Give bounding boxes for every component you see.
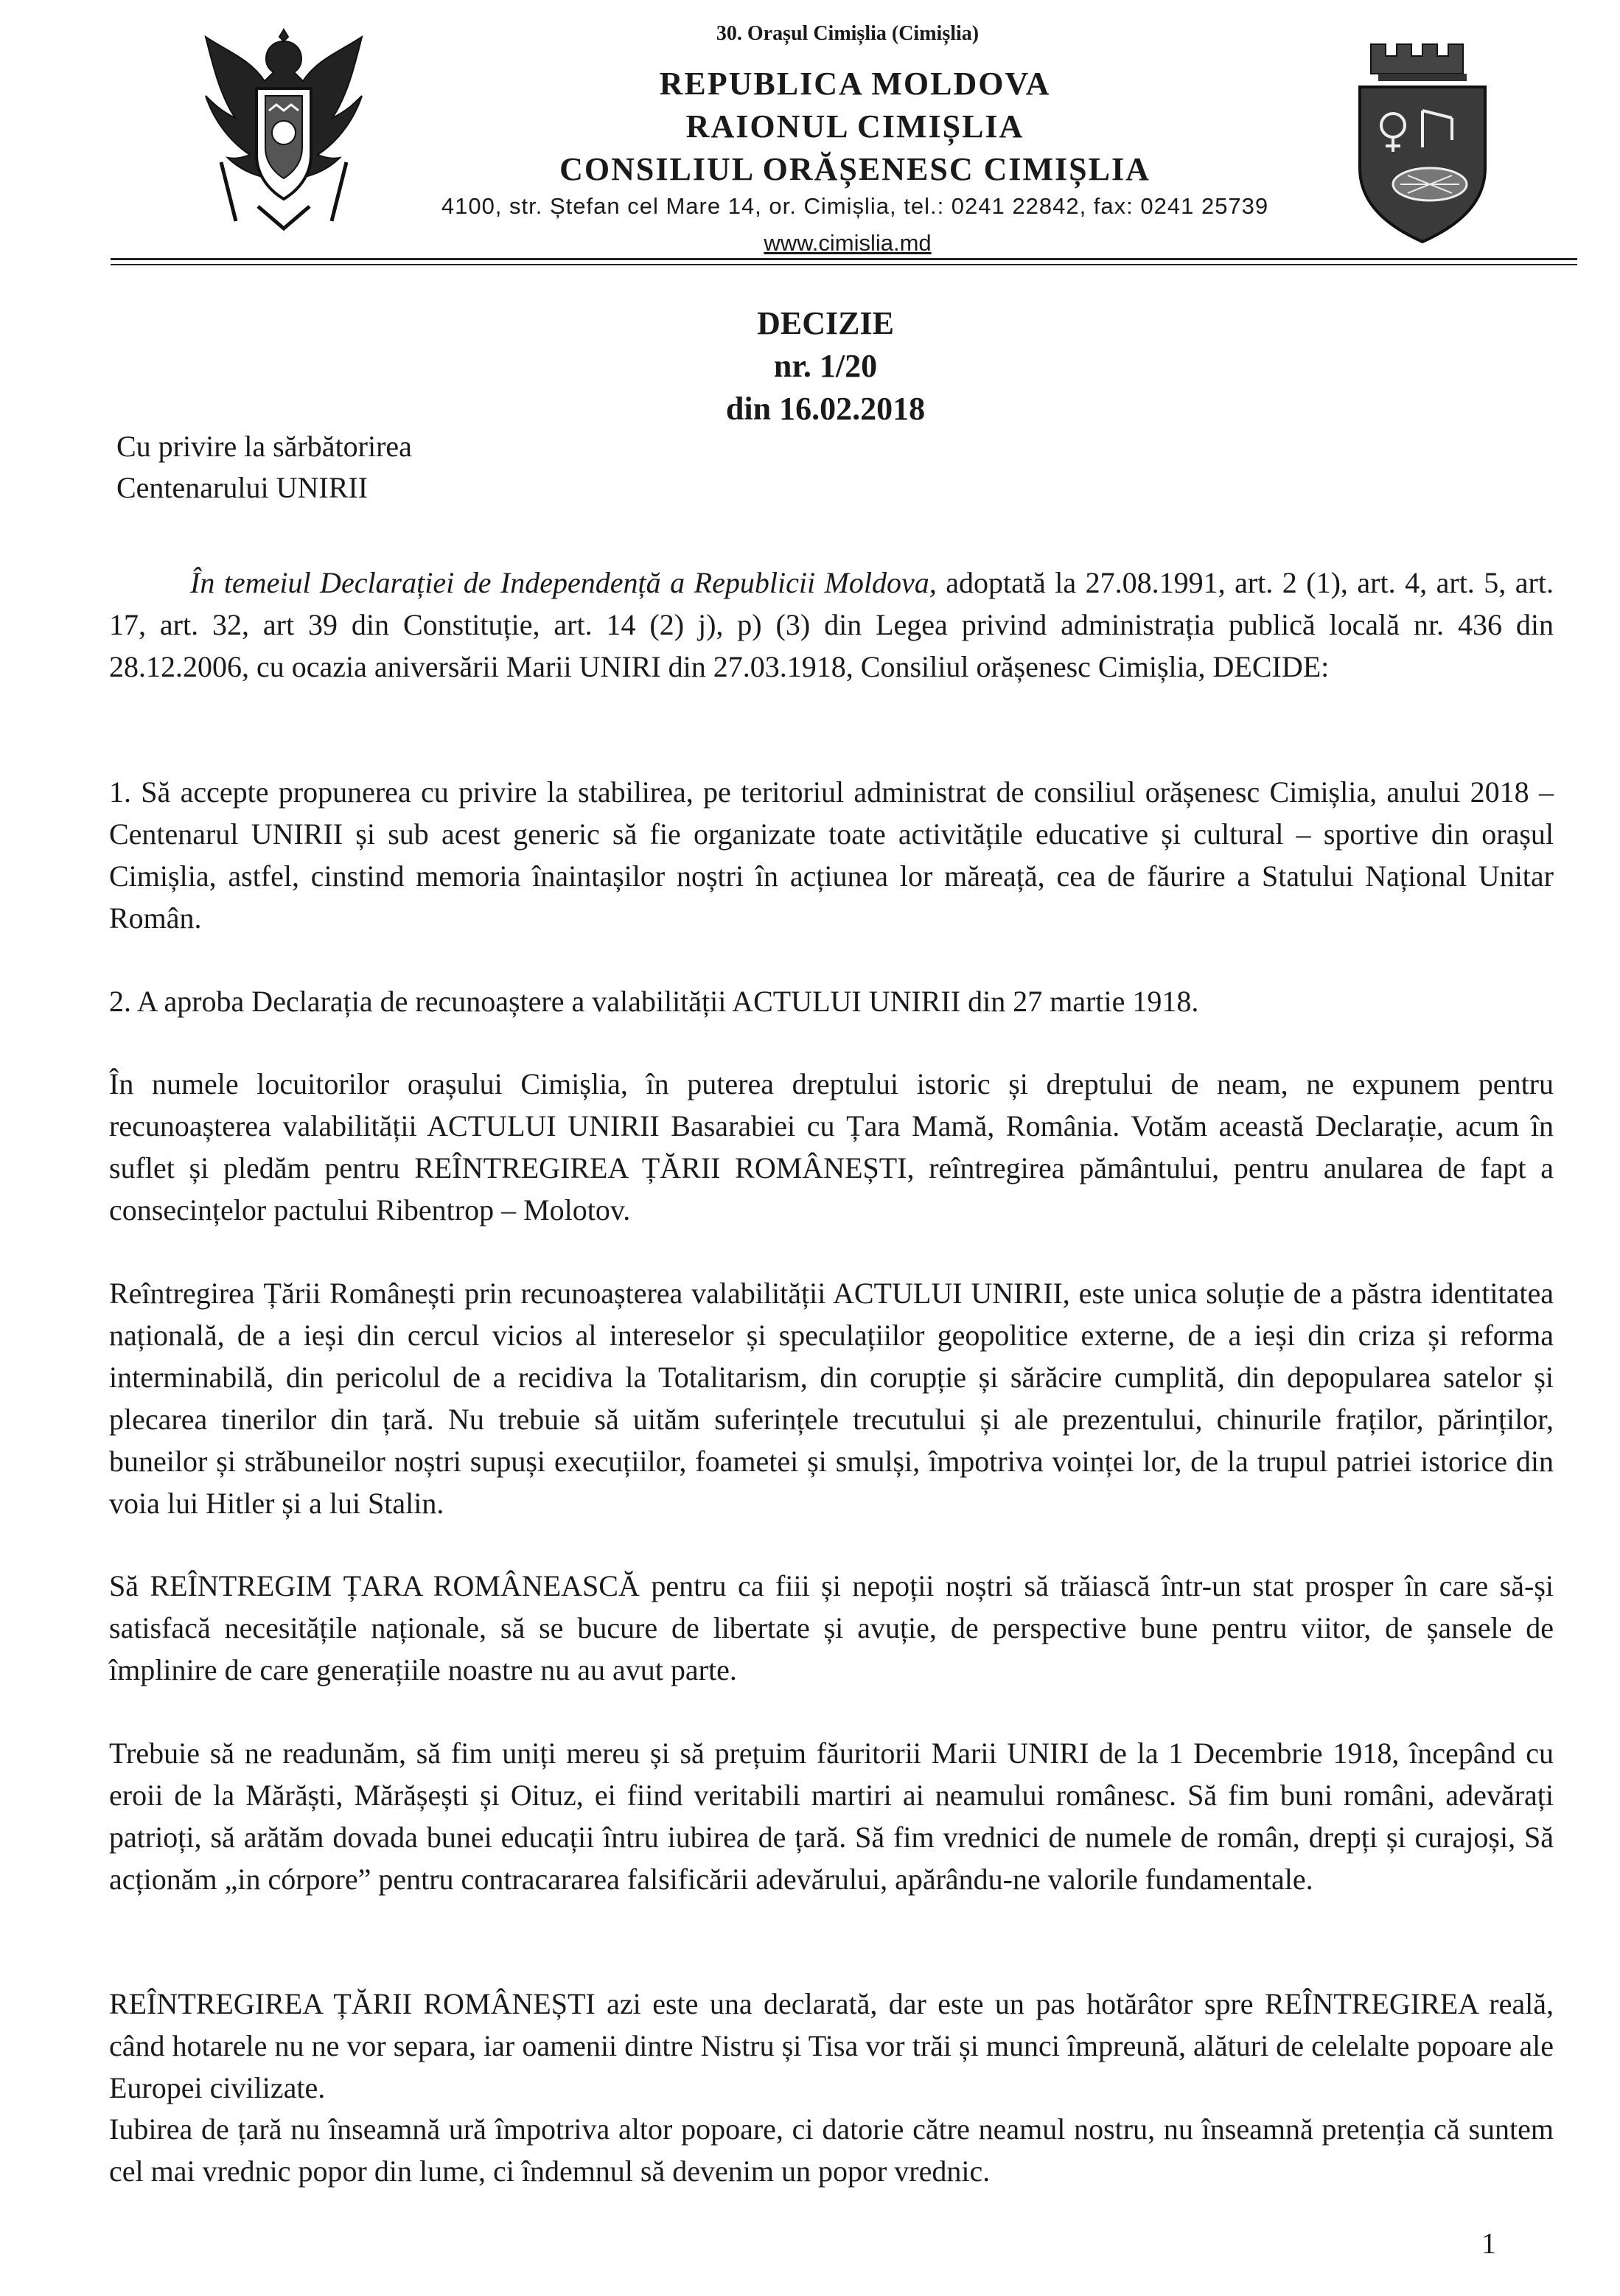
declaration-paragraph-2: Reîntregirea Țării Românești prin recunoașterea valabilității ACTULUI UNIRII, este unica soluție de a păstra identitatea națională, de a ieși din cercul vicios al intereselor și speculațiilor geopolitice externe, de a ieși din criza și reforma interminabilă, din pericolul de a recidiva la Totalitarism, din corupție și sărăcire cumplită, din depopularea satelor și plecarea tinerilor din țară. Nu trebuie să uităm suferințele trecutului și ale prezentului, chinurile fraților, părinților, buneilor și străbuneilor noștri supuși execuțiilor, foametei și smulși, împotriva voinței lor, de la trupul patriei istorice din voia lui Hitler și a lui Stalin. bbox=[109, 1277, 1554, 1520]
subject-line-2: Centenarului UNIRII bbox=[116, 471, 369, 504]
declaration-paragraph-1: În numele locuitorilor orașului Cimișlia, în puterea dreptului istoric și dreptului de neam, ne expunem pentru recunoașterea valabilității ACTULUI UNIRII Basarabiei cu Țara Mamă, România. Votăm această Declarație, acum în suflet și pledăm pentru REÎNTREGIREA ȚĂRII ROMÂNEȘTI, reîntregirea pământului, pentru anularea de fapt a consecințelor pactului Ribentrop – Molotov. bbox=[109, 1067, 1554, 1226]
decision-number: nr. 1/20 bbox=[773, 348, 878, 384]
cimislia-coat-of-arms-icon bbox=[1349, 29, 1496, 251]
header-council: CONSILIUL ORĂȘENESC CIMIȘLIA bbox=[559, 151, 1151, 187]
decision-item-1: 1. Să accepte propunerea cu privire la stabilirea, pe teritoriul administrat de consiliul orășenesc Cimișlia, anului 2018 – Centenarul UNIRII și sub acest generic să fie organizate toate activitățile educative și cultural – sportive din orașul Cimișlia, astfel, cinstind memoria înaintașilor noștri în acțiunea lor măreață, cea de făurire a Statului Național Unitar Român. bbox=[109, 775, 1554, 935]
website-link[interactable]: www.cimislia.md bbox=[764, 230, 932, 256]
header-divider-secondary bbox=[111, 264, 1577, 265]
declaration-paragraph-5: REÎNTREGIREA ȚĂRII ROMÂNEȘTI azi este una declarată, dar este un pas hotărâtor spre REÎNTREGIREA reală, când hotarele nu ne vor separa, iar oamenii dintre Nistru și Tisa vor trăi și munci împreună, alături de celelalte popoare ale Europei civilizate. bbox=[109, 1987, 1554, 2104]
declaration-paragraph-4: Trebuie să ne readunăm, să fim uniți mereu și să prețuim făuritorii Marii UNIRI de la 1 Decembrie 1918, începând cu eroii de la Mărăști, Mărășești și Oituz, ei fiind veritabili martiri ai neamului românesc. Să fim buni români, adevărați patrioți, să arătăm dovada bunei educații întru iubirea de țară. Să fim vrednici de numele de român, drepți și curajoși, Să acționăm „in córpore” pentru contracararea falsificării adevărului, apărându-ne valorile fundamentale. bbox=[109, 1737, 1554, 1896]
decision-item-2: 2. A aproba Declarația de recunoaștere a valabilității ACTULUI UNIRII din 27 martie 1918. bbox=[109, 985, 1199, 1018]
intro-legal-basis: În temeiul Declarației de Independență a Republicii Moldova, bbox=[190, 566, 937, 599]
header-republic: REPUBLICA MOLDOVA bbox=[659, 66, 1051, 102]
intro-rest: adoptată la 27.08.1991, art. 2 (1), art. 4, art. 5, art. 17, art. 32, art 39 din Constituție, art. 14 (2) j), p) (3) din Legea privind administrația publică locală nr. 436 din 28.12.2006, cu ocazia aniversării Marii UNIRI din 27.03.1918, Consiliul orășenesc Cimișlia, DECIDE: bbox=[109, 566, 1554, 683]
declaration-paragraph-3: Să REÎNTREGIM ȚARA ROMÂNEASCĂ pentru ca fiii și nepoții noștri să trăiască într-un stat prosper în care să-și satisfacă necesitățile naționale, să se bucure de libertate și avuție, de perspective bune pentru viitor, de șansele de împlinire de care generațiile noastre nu au avut parte. bbox=[109, 1569, 1554, 1686]
decision-date: din 16.02.2018 bbox=[725, 391, 926, 427]
decision-title: DECIZIE bbox=[757, 305, 894, 341]
contact-info: 4100, str. Ștefan cel Mare 14, or. Cimișlia, tel.: 0241 22842, fax: 0241 25739 bbox=[441, 193, 1269, 219]
header-divider bbox=[111, 258, 1577, 260]
decision-subject bbox=[116, 426, 632, 509]
decision-block bbox=[634, 302, 1017, 430]
declaration-paragraph-6: Iubirea de țară nu înseamnă ură împotriva altor popoare, ci datorie către neamul nostru, nu înseamnă pretenția că suntem cel mai vrednic popor din lume, ci îndemnul să devenim un popor vrednic. bbox=[109, 2112, 1554, 2188]
page-number: 1 bbox=[1481, 2227, 1496, 2260]
subject-line-1: Cu privire la sărbătorirea bbox=[116, 430, 412, 463]
intro-paragraph bbox=[109, 562, 1554, 688]
city-tag: 30. Orașul Cimișlia (Cimișlia) bbox=[716, 22, 980, 45]
header-raion: RAIONUL CIMIȘLIA bbox=[685, 108, 1024, 144]
